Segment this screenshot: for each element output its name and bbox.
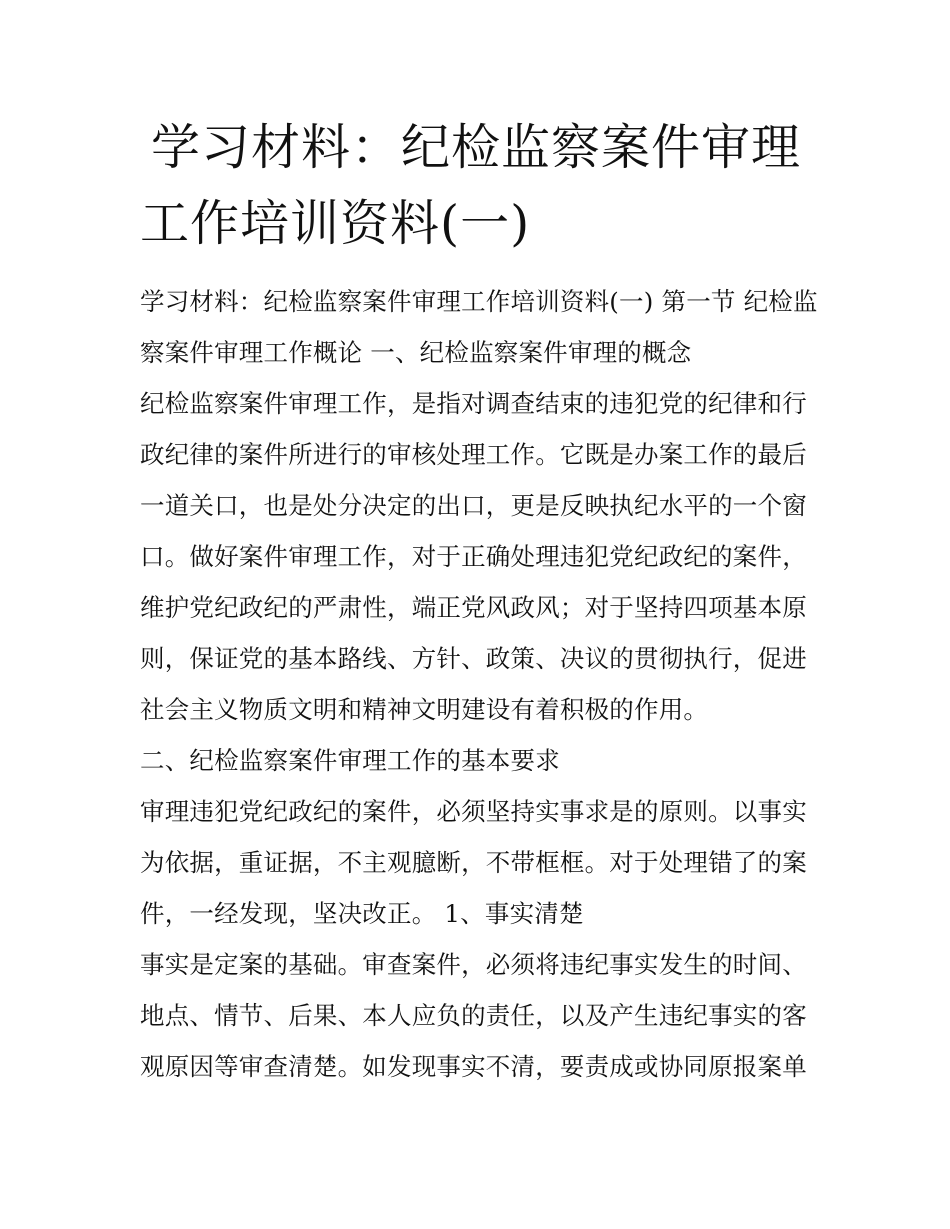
paragraph-facts: 事实是定案的基础。审查案件，必须将违纪事实发生的时间、地点、情节、后果、本人应负的责任，以及产生违纪事实的客观原因等审查清楚。如发现事实不清，要责成或协同原报案单 [140,950,807,1081]
paragraph-principle: 审理违犯党纪政纪的案件，必须坚持实事求是的原则。以事实为依据，重证据，不主观臆断，不带框框。对于处理错了的案件，一经发现，坚决改正。 1、事实清楚 [140,797,807,928]
document-page [140,110,830,1092]
paragraph-concept: 纪检监察案件审理工作，是指对调查结束的违犯党的纪律和行政纪律的案件所进行的审核处理工作。它既是办案工作的最后一道关口，也是处分决定的出口，更是反映执纪水平的一个窗口。做好案件审理工作，对于正确处理违犯党纪政纪的案件，维护党纪政纪的严肃性，端正党风政风；对于坚持四项基本原则，保证党的基本路线、方针、政策、决议的贯彻执行，促进社会主义物质文明和精神文明建设有着积极的作用。 [140,389,807,724]
document-title: 学习材料：纪检监察案件审理工作培训资料(一) [140,119,802,252]
document-body [140,276,830,1092]
paragraph-intro: 学习材料：纪检监察案件审理工作培训资料(一) 第一节 纪检监察案件审理工作概论 一、纪检监察案件审理的概念 [140,287,818,367]
section-heading-requirements: 二、纪检监察案件审理工作的基本要求 [140,746,560,775]
